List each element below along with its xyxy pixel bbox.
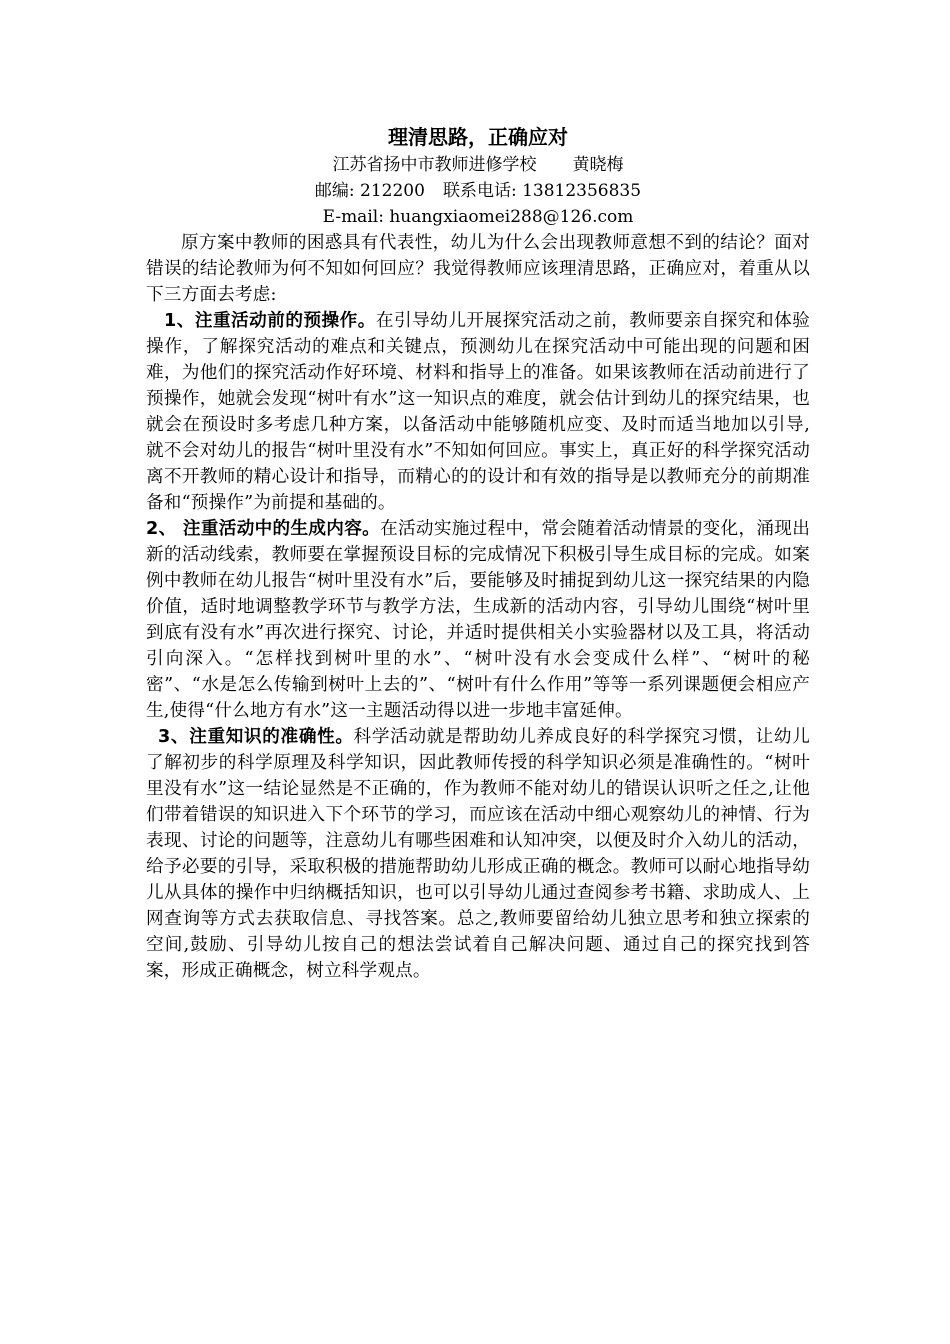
section-3-paragraph	[146, 724, 810, 984]
email-label: E-mail:	[322, 207, 384, 227]
author-line	[146, 152, 810, 178]
postcode-value: 212200	[360, 181, 425, 201]
intro-paragraph: 原方案中教师的困惑具有代表性，幼儿为什么会出现教师意想不到的结论？面对错误的结论教师为何不知如何回应？我觉得教师应该理清思路，正确应对，着重从以下三方面去考虑:	[146, 233, 810, 305]
document-title: 理清思路，正确应对	[388, 125, 568, 149]
author-school: 江苏省扬中市教师进修学校	[332, 155, 537, 175]
email-line	[146, 204, 810, 230]
postcode-label: 邮编:	[314, 181, 355, 201]
section-2-heading: 2、 注重活动中的生成内容。	[146, 519, 381, 539]
section-3-body: 科学活动就是帮助幼儿养成良好的科学探究习惯，让幼儿了解初步的科学原理及科学知识，因此教师传授的科学知识必须是准确性的。“树叶里没有水”这一结论显然是不正确的，作为教师不能对幼儿的错误认识听之任之,让他们带着错误的知识进入下个环节的学习，而应该在活动中细心观察幼儿的神情、行为表现、讨论的问题等，注意幼儿有哪些困难和认知冲突，以便及时介入幼儿的活动，给予必要的引导，采取积极的措施帮助幼儿形成正确的概念。教师可以耐心地指导幼儿从具体的操作中归纳概括知识，也可以引导幼儿通过查阅参考书籍、求助成人、上网查询等方式去获取信息、寻找答案。总之,教师要留给幼儿独立思考和独立探索的空间,鼓励、引导幼儿按自己的想法尝试着自己解决问题、通过自己的探究找到答案，形成正确概念，树立科学观点。	[146, 727, 810, 981]
email-value: huangxiaomei288@126.com	[389, 207, 634, 227]
section-3-heading: 3、注重知识的准确性。	[158, 727, 354, 747]
section-1-paragraph	[146, 308, 810, 516]
phone-value: 13812356835	[522, 181, 642, 201]
section-2-body: 在活动实施过程中，常会随着活动情景的变化，涌现出新的活动线索，教师要在掌握预设目标的完成情况下积极引导生成目标的完成。如案例中教师在幼儿报告“树叶里没有水”后，要能够及时捕捉到幼儿这一探究结果的内隐价值，适时地调整教学环节与教学方法，生成新的活动内容，引导幼儿围绕“树叶里到底有没有水”再次进行探究、讨论，并适时提供相关小实验器材以及工具，将活动引向深入。“怎样找到树叶里的水”、“树叶没有水会变成什么样”、“树叶的秘密”、“水是怎么传输到树叶上去的”、“树叶有什么作用”等等一系列课题便会相应产生,使得“什么地方有水”这一主题活动得以进一步地丰富延伸。	[146, 519, 810, 721]
document-page	[146, 124, 810, 984]
phone-label: 联系电话:	[442, 181, 517, 201]
section-1-heading: 1、注重活动前的预操作。	[164, 311, 376, 331]
section-1-body: 在引导幼儿开展探究活动之前，教师要亲自探究和体验操作，了解探究活动的难点和关键点，预测幼儿在探究活动中可能出现的问题和困难，为他们的探究活动作好环境、材料和指导上的准备。如果该教师在活动前进行了预操作，她就会发现“树叶有水”这一知识点的难度，就会估计到幼儿的探究结果，也就会在预设时多考虑几种方案，以备活动中能够随机应变、及时而适当地加以引导,就不会对幼儿的报告“树叶里没有水”不知如何回应。事实上，真正好的科学探究活动离不开教师的精心设计和指导，而精心的的设计和有效的指导是以教师充分的前期准备和“预操作”为前提和基础的。	[146, 311, 810, 513]
section-2-paragraph	[146, 516, 810, 724]
author-name: 黄晓梅	[572, 155, 624, 175]
contact-line	[146, 178, 810, 204]
